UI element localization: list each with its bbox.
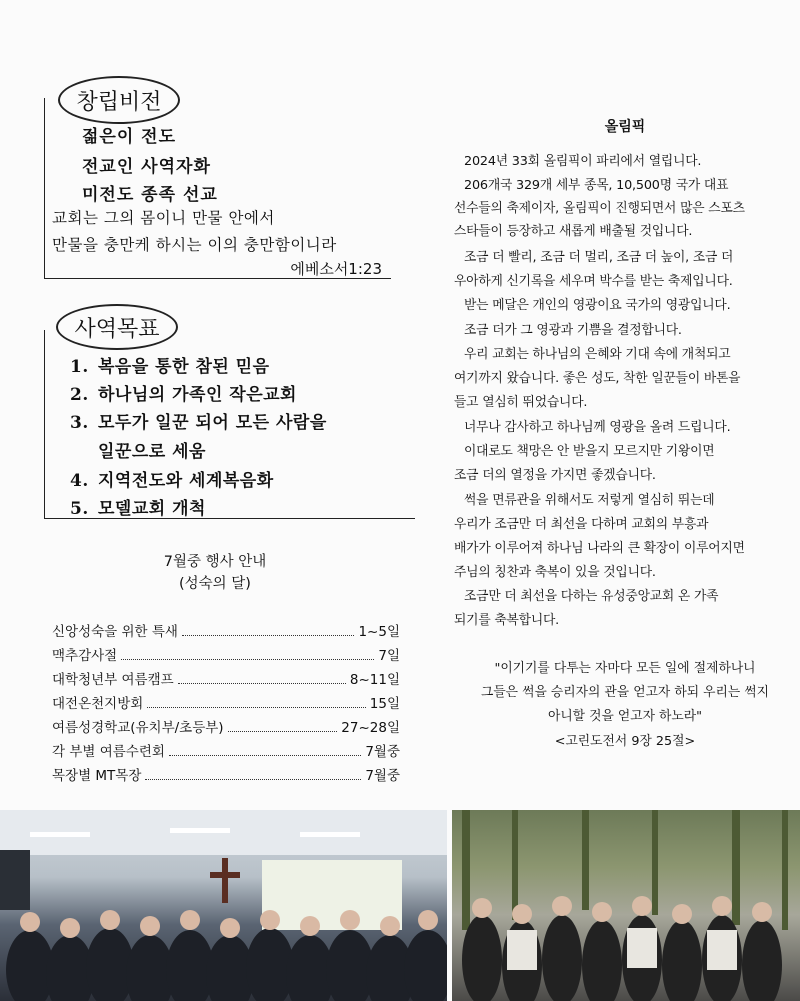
quote-line: 아니할 것을 얻고자 하노라" bbox=[547, 709, 703, 724]
goal-item-continued: 일꾼으로 세움 bbox=[98, 442, 206, 462]
article-line: 받는 메달은 개인의 영광이요 국가의 영광입니다. bbox=[464, 298, 731, 313]
article-line: 배가가 이루어져 하나님 나라의 큰 확장이 이루어지면 bbox=[454, 541, 745, 556]
article-line: 우아하게 신기록을 세우며 박수를 받는 축제입니다. bbox=[454, 274, 733, 289]
article-line: 조금 더 빨리, 조금 더 멀리, 조금 더 높이, 조금 더 bbox=[464, 250, 734, 265]
goal-item: 3. 모두가 일꾼 되어 모든 사람을 bbox=[70, 413, 327, 433]
verse-line: 교회는 그의 몸이니 만물 안에서 bbox=[52, 209, 275, 227]
event-row: 대학청년부 여름캠프 8~11일 bbox=[52, 672, 400, 688]
event-row: 대전온천지방회 15일 bbox=[52, 696, 400, 712]
events-subtitle: (성숙의 달) bbox=[179, 576, 251, 592]
article-line: 되기를 축복합니다. bbox=[454, 613, 560, 628]
article-line: 조금만 더 최선을 다하는 유성중앙교회 온 가족 bbox=[464, 589, 719, 604]
event-row: 맥추감사절 7일 bbox=[52, 648, 400, 664]
event-row: 여름성경학교(유치부/초등부) 27~28일 bbox=[52, 720, 400, 736]
vision-line: 젊은이 전도 bbox=[82, 127, 177, 147]
article-line: 너무나 감사하고 하나님께 영광을 올려 드립니다. bbox=[464, 420, 731, 435]
event-row: 신앙성숙을 위한 특새 1~5일 bbox=[52, 624, 400, 640]
goal-item: 4. 지역전도와 세계복음화 bbox=[70, 471, 274, 491]
article-line: 2024년 33회 올림픽이 파리에서 열립니다. bbox=[464, 154, 702, 169]
vision-line: 전교인 사역자화 bbox=[82, 157, 211, 177]
article-line: 206개국 329개 세부 종목, 10,500명 국가 대표 bbox=[464, 178, 729, 193]
article-line: 여기까지 왔습니다. 좋은 성도, 착한 일꾼들이 바톤을 bbox=[454, 371, 741, 386]
article-line: 썩을 면류관을 위해서도 저렇게 열심히 뛰는데 bbox=[464, 493, 715, 508]
goal-item: 1. 복음을 통한 참된 믿음 bbox=[70, 357, 270, 377]
goal-item: 5. 모델교회 개척 bbox=[70, 499, 206, 519]
events-title: 7월중 행사 안내 bbox=[163, 554, 267, 570]
quote-reference: <고린도전서 9장 25절> bbox=[554, 734, 696, 749]
event-row: 각 부별 여름수련회 7월중 bbox=[52, 744, 400, 760]
vision-title: 창립비전 bbox=[58, 76, 180, 124]
article-line: 우리 교회는 하나님의 은혜와 기대 속에 개척되고 bbox=[464, 347, 731, 362]
vision-line: 미전도 종족 선교 bbox=[82, 185, 218, 205]
article-line: 조금 더의 열정을 가지면 좋겠습니다. bbox=[454, 468, 656, 483]
article-line: 주님의 칭찬과 축복이 있을 것입니다. bbox=[454, 565, 656, 580]
article-line: 들고 열심히 뛰었습니다. bbox=[454, 395, 588, 410]
left-column bbox=[0, 0, 430, 810]
verse-line: 만물을 충만케 하시는 이의 충만함이니라 bbox=[52, 236, 337, 254]
group-photo-indoor bbox=[0, 810, 447, 1001]
quote-line: 그들은 썩을 승리자의 관을 얻고자 하되 우리는 썩지 bbox=[480, 685, 770, 700]
article-line: 스타들이 등장하고 새롭게 배출될 것입니다. bbox=[454, 224, 693, 239]
olympic-title: 올림픽 bbox=[604, 119, 646, 135]
article-line: 조금 더가 그 영광과 기쁨을 결정합니다. bbox=[464, 323, 682, 338]
quote-line: "이기기를 다투는 자마다 모든 일에 절제하나니 bbox=[494, 661, 756, 676]
group-photo-outdoor bbox=[452, 810, 800, 1001]
right-column bbox=[450, 0, 800, 810]
article-line: 이대로도 책망은 안 받을지 모르지만 기왕이면 bbox=[464, 444, 715, 459]
article-line: 우리가 조금만 더 최선을 다하며 교회의 부흥과 bbox=[454, 517, 709, 532]
article-line: 선수들의 축제이자, 올림픽이 진행되면서 많은 스포츠 bbox=[454, 201, 745, 216]
verse-reference: 에베소서1:23 bbox=[290, 260, 382, 278]
event-row: 목장별 MT목장 7월중 bbox=[52, 768, 400, 784]
goal-item: 2. 하나님의 가족인 작은교회 bbox=[70, 385, 297, 405]
goals-title: 사역목표 bbox=[56, 304, 178, 350]
